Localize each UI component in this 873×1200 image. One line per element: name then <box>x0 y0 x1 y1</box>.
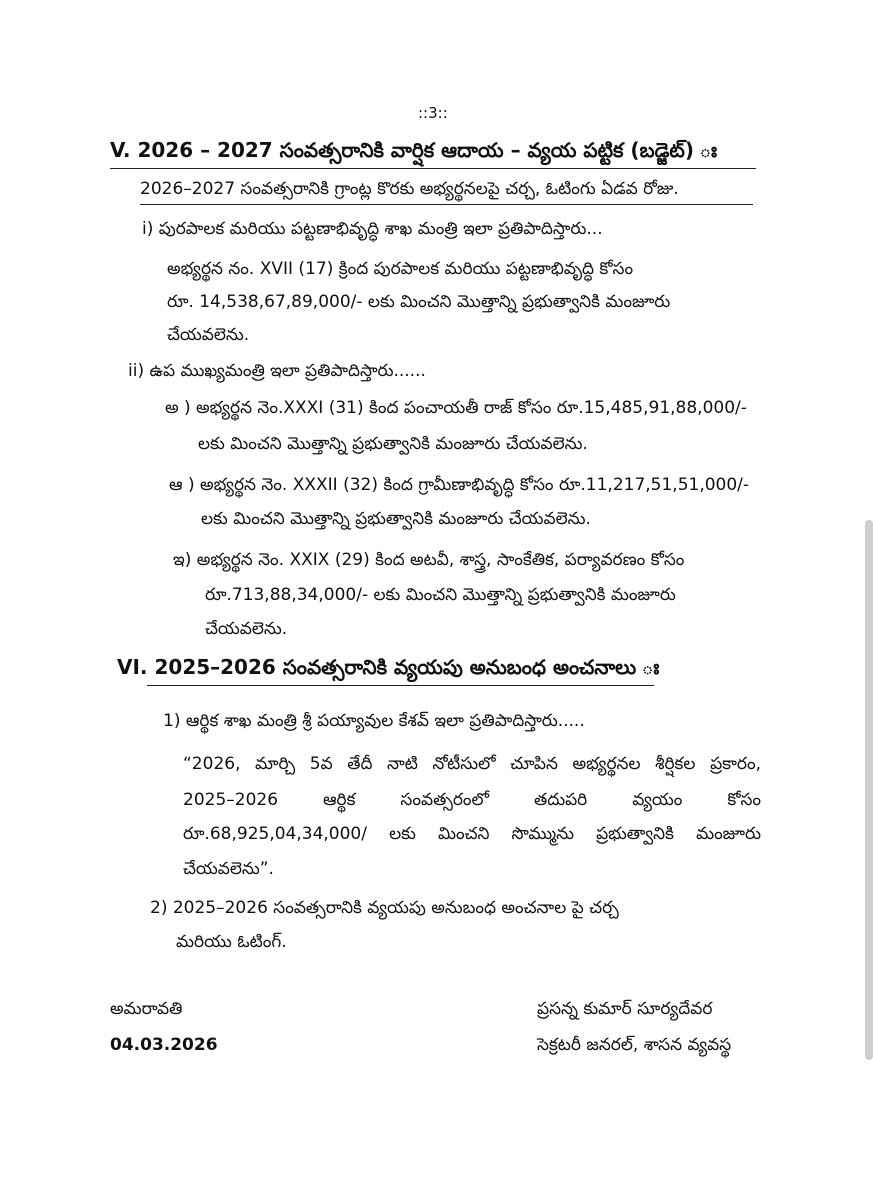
item-ii-b-2: లకు మించని మొత్తాన్ని ప్రభుత్వానికి మంజూరు చేయవలెను. <box>201 509 591 529</box>
item-i-body-3: చేయవలెను. <box>167 325 250 345</box>
quote-line-4: చేయవలెను”. <box>183 859 274 879</box>
item-2-line-2: మరియు ఓటింగ్. <box>176 932 287 952</box>
section-5-underline <box>110 168 756 169</box>
quote-line-2: 2025–2026 ఆర్థిక సంవత్సరంలో తదుపరి వ్యయం కోసం <box>183 790 761 810</box>
item-ii-c-1: ఇ) అభ్యర్థన నెం. XXIX (29) కింద అటవీ, శాస్త్ర, సాంకేతిక, పర్యావరణం కోసం <box>173 550 685 570</box>
section-6-underline <box>147 685 654 686</box>
item-i-line: i) పురపాలక మరియు పట్టణాభివృద్ధి శాఖ మంత్రి ఇలా ప్రతిపాదిస్తారు... <box>142 219 603 239</box>
item-ii-c-3: చేయవలెను. <box>205 619 288 639</box>
item-ii-a-1: అ ) అభ్యర్థన నెం.XXXI (31) కింద పంచాయతీ రాజ్ కోసం రూ.15,485,91,88,000/- <box>165 398 747 418</box>
signatory-designation: సెక్రటరీ జనరల్, శాసన వ్యవస్థ <box>537 1035 732 1055</box>
quote-line-1: “2026, మార్చి 5వ తేదీ నాటి నోటీసులో చూపిన అభ్యర్థనల శీర్షికల ప్రకారం, <box>183 754 761 774</box>
item-ii-c-2: రూ.713,88,34,000/- లకు మించని మొత్తాన్ని ప్రభుత్వానికి మంజూరు <box>205 585 676 605</box>
page-number: ::3:: <box>418 104 448 122</box>
item-i-body-2: రూ. 14,538,67,89,000/- లకు మించని మొత్తాన్ని ప్రభుత్వానికి మంజూరు <box>167 292 671 312</box>
scrollbar[interactable] <box>865 520 873 1060</box>
quote-line-3: రూ.68,925,04,34,000/ లకు మించని సొమ్మును ప్రభుత్వానికి మంజూరు <box>183 824 761 844</box>
section-5-subtitle-underline <box>140 204 753 205</box>
section-5-subtitle: 2026–2027 సంవత్సరానికి గ్రాంట్ల కొరకు అభ్యర్థనలపై చర్చ, ఓటింగు ఏడవ రోజు. <box>140 179 679 199</box>
item-ii-a-2: లకు మించని మొత్తాన్ని ప్రభుత్వానికి మంజూరు చేయవలెను. <box>198 434 588 454</box>
item-ii-line: ii) ఉప ముఖ్యమంత్రి ఇలా ప్రతిపాదిస్తారు...... <box>128 361 426 381</box>
section-5-heading: V. 2026 – 2027 సంవత్సరానికి వార్షిక ఆదాయ – వ్యయ పట్టిక (బడ్జెట్) ః <box>110 138 718 162</box>
item-2-line-1: 2) 2025–2026 సంవత్సరానికి వ్యయపు అనుబంధ అంచనాల పై చర్చ <box>150 898 619 918</box>
footer-date: 04.03.2026 <box>110 1035 218 1055</box>
item-i-body-1: అభ్యర్థన నం. XVII (17) క్రింద పురపాలక మరియు పట్టణాభివృద్ధి కోసం <box>167 259 634 279</box>
footer-place: అమరావతి <box>110 999 183 1019</box>
item-1-line: 1) ఆర్థిక శాఖ మంత్రి శ్రీ పయ్యావుల కేశవ్ ఇలా ప్రతిపాదిస్తారు..... <box>163 711 585 731</box>
item-ii-b-1: ఆ ) అభ్యర్థన నెం. XXXII (32) కింద గ్రామీణాభివృద్ధి కోసం రూ.11,217,51,51,000/- <box>169 475 750 495</box>
signatory-name: ప్రసన్న కుమార్ సూర్యదేవర <box>537 999 713 1019</box>
section-6-heading: VI. 2025–2026 సంవత్సరానికి వ్యయపు అనుబంధ అంచనాలు ః <box>117 655 660 679</box>
